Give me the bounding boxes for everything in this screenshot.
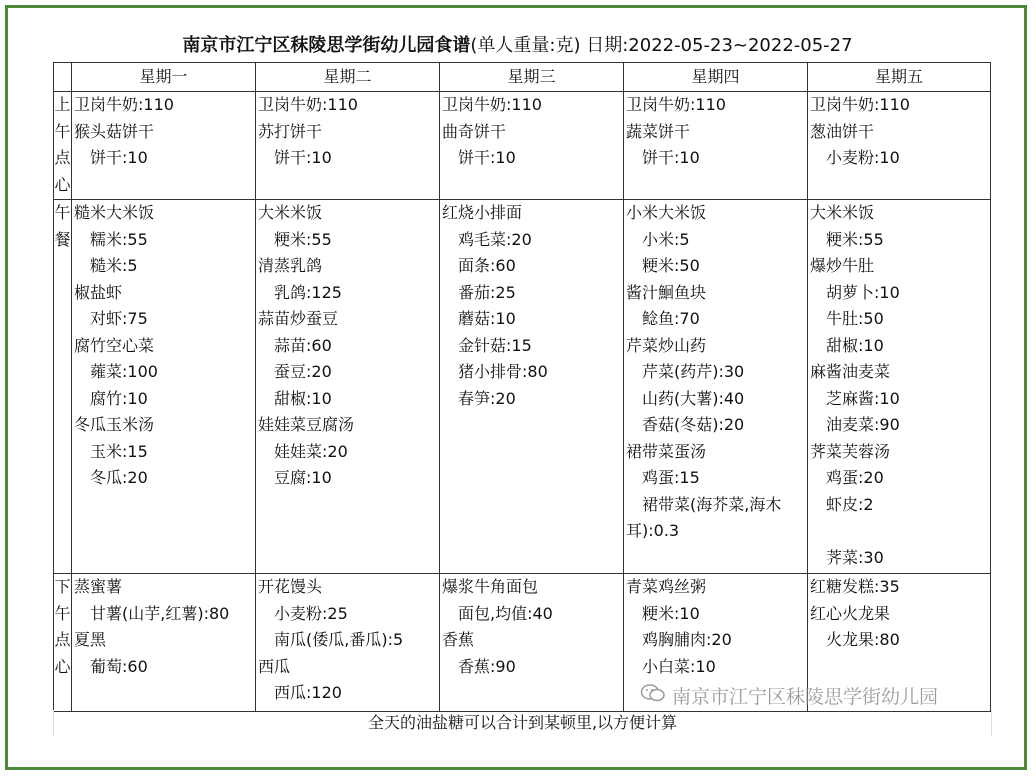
ingredient: 蚕豆:20 xyxy=(274,362,332,381)
menu-cell xyxy=(72,574,256,712)
menu-item: 开花馒头 xyxy=(258,577,323,596)
ingredient xyxy=(808,518,990,545)
ingredient: 对虾:75 xyxy=(90,309,148,328)
menu-item: 大米米饭 xyxy=(810,203,875,222)
menu-item: 酱汁鮰鱼块 xyxy=(626,282,707,302)
watermark-text: 南京市江宁区秣陵思学街幼儿园 xyxy=(672,686,939,708)
corner-cell xyxy=(54,63,72,92)
ingredient: 饼干:10 xyxy=(642,148,700,167)
ingredient: 春笋:20 xyxy=(458,388,516,408)
menu-item: 爆炒牛肚 xyxy=(810,256,875,275)
menu-item: 卫岗牛奶:110 xyxy=(74,95,174,114)
ingredient: 饼干:10 xyxy=(458,148,516,167)
ingredient: 小米:5 xyxy=(642,229,690,249)
menu-item: 西瓜 xyxy=(258,656,291,676)
ingredient-continued: 耳):0.3 xyxy=(626,521,680,540)
menu-item: 清蒸乳鸽 xyxy=(258,256,323,275)
ingredient: 葡萄:60 xyxy=(90,656,148,676)
ingredient: 金针菇:15 xyxy=(458,335,532,355)
ingredient: 粳米:10 xyxy=(642,603,700,623)
ingredient: 面包,均值:40 xyxy=(458,603,553,623)
ingredient: 荠菜:30 xyxy=(826,547,884,567)
ingredient: 粳米:55 xyxy=(274,229,332,249)
footer-note: 全天的油盐糖可以合计到某顿里,以方便计算 xyxy=(53,710,992,736)
menu-cell xyxy=(256,200,440,574)
ingredient: 甘薯(山芋,红薯):80 xyxy=(90,603,230,623)
ingredient: 小麦粉:10 xyxy=(826,148,900,167)
wechat-icon xyxy=(640,683,672,708)
ingredient: 鸡蛋:20 xyxy=(826,468,884,487)
menu-item: 猴头菇饼干 xyxy=(74,121,155,141)
menu-sheet xyxy=(45,30,995,742)
ingredient: 裙带菜(海芥菜,海木 xyxy=(642,494,782,514)
day-header: 星期一 xyxy=(72,63,256,92)
menu-cell xyxy=(808,200,991,574)
ingredient: 番茄:25 xyxy=(458,282,516,302)
ingredient: 鸡蛋:15 xyxy=(642,468,700,487)
ingredient: 芹菜(药芹):30 xyxy=(642,362,745,381)
menu-cell xyxy=(808,92,991,200)
ingredient: 鸡胸脯肉:20 xyxy=(642,630,732,649)
menu-item: 荠菜芙蓉汤 xyxy=(810,441,891,461)
ingredient: 山药(大薯):40 xyxy=(642,388,745,408)
ingredient: 糙米:5 xyxy=(90,256,138,275)
menu-item: 腐竹空心菜 xyxy=(74,335,155,355)
menu-item: 裙带菜蛋汤 xyxy=(626,441,707,461)
menu-item: 香蕉 xyxy=(442,630,475,649)
menu-item: 爆浆牛角面包 xyxy=(442,577,539,596)
menu-item: 蒜苗炒蚕豆 xyxy=(258,309,339,328)
menu-cell xyxy=(624,200,808,574)
page-title xyxy=(45,30,990,62)
ingredient: 甜椒:10 xyxy=(826,335,884,355)
ingredient: 粳米:55 xyxy=(826,229,884,249)
menu-item: 椒盐虾 xyxy=(74,282,123,302)
ingredient: 冬瓜:20 xyxy=(90,468,148,487)
watermark xyxy=(640,682,938,710)
menu-item: 大米米饭 xyxy=(258,203,323,222)
day-header: 星期四 xyxy=(624,63,808,92)
menu-item: 夏黑 xyxy=(74,630,107,649)
menu-cell xyxy=(440,92,624,200)
menu-item: 蔬菜饼干 xyxy=(626,121,691,141)
menu-item: 曲奇饼干 xyxy=(442,121,507,141)
menu-item: 娃娃菜豆腐汤 xyxy=(258,415,355,434)
menu-item: 糙米大米饭 xyxy=(74,203,155,222)
menu-item: 蒸蜜薯 xyxy=(74,577,123,596)
menu-item: 芹菜炒山药 xyxy=(626,335,707,355)
ingredient: 香蕉:90 xyxy=(458,656,516,676)
day-header: 星期二 xyxy=(256,63,440,92)
ingredient: 甜椒:10 xyxy=(274,388,332,408)
ingredient: 虾皮:2 xyxy=(826,494,874,514)
menu-cell xyxy=(72,92,256,200)
menu-cell xyxy=(256,92,440,200)
menu-cell xyxy=(256,574,440,712)
menu-cell xyxy=(624,92,808,200)
ingredient: 油麦菜:90 xyxy=(826,415,900,434)
ingredient: 糯米:55 xyxy=(90,229,148,249)
period-label-morning: 上 午 点 心 xyxy=(54,92,72,200)
lunch-row xyxy=(54,200,991,574)
title-main: 南京市江宁区秣陵思学街幼儿园食谱 xyxy=(182,35,471,56)
menu-cell xyxy=(440,200,624,574)
menu-item: 小米大米饭 xyxy=(626,203,707,222)
menu-cell xyxy=(440,574,624,712)
ingredient: 娃娃菜:20 xyxy=(274,441,348,461)
ingredient: 猪小排骨:80 xyxy=(458,362,548,381)
period-label-lunch: 午 餐 xyxy=(54,200,72,574)
ingredient: 香菇(冬菇):20 xyxy=(642,415,745,434)
menu-item: 青菜鸡丝粥 xyxy=(626,577,707,596)
ingredient: 芝麻酱:10 xyxy=(826,388,900,408)
day-header: 星期三 xyxy=(440,63,624,92)
ingredient: 乳鸽:125 xyxy=(274,282,342,302)
ingredient: 豆腐:10 xyxy=(274,468,332,487)
ingredient: 小白菜:10 xyxy=(642,656,716,676)
ingredient: 粳米:50 xyxy=(642,256,700,275)
menu-item: 卫岗牛奶:110 xyxy=(442,95,542,114)
ingredient: 面条:60 xyxy=(458,256,516,275)
ingredient: 南瓜(倭瓜,番瓜):5 xyxy=(274,630,404,649)
ingredient: 饼干:10 xyxy=(90,148,148,167)
menu-cell xyxy=(72,200,256,574)
ingredient: 西瓜:120 xyxy=(274,683,342,702)
ingredient: 牛肚:50 xyxy=(826,309,884,328)
ingredient: 蒜苗:60 xyxy=(274,335,332,355)
ingredient: 腐竹:10 xyxy=(90,388,148,408)
ingredient: 胡萝卜:10 xyxy=(826,282,900,302)
ingredient: 火龙果:80 xyxy=(826,630,900,649)
menu-item: 卫岗牛奶:110 xyxy=(810,95,910,114)
menu-item: 冬瓜玉米汤 xyxy=(74,415,155,434)
ingredient: 鲶鱼:70 xyxy=(642,309,700,328)
ingredient: 蕹菜:100 xyxy=(90,362,158,381)
menu-item: 苏打饼干 xyxy=(258,121,323,141)
ingredient: 蘑菇:10 xyxy=(458,309,516,328)
menu-item: 红糖发糕:35 xyxy=(810,577,900,596)
day-header: 星期五 xyxy=(808,63,991,92)
menu-item: 葱油饼干 xyxy=(810,121,875,141)
period-label-afternoon: 下 午 点 心 xyxy=(54,574,72,712)
ingredient: 玉米:15 xyxy=(90,441,148,461)
menu-table xyxy=(53,62,991,712)
menu-item: 红心火龙果 xyxy=(810,603,891,623)
menu-item: 卫岗牛奶:110 xyxy=(626,95,726,114)
ingredient: 小麦粉:25 xyxy=(274,603,348,623)
header-row xyxy=(54,63,991,92)
menu-item: 麻酱油麦菜 xyxy=(810,362,891,381)
menu-item: 卫岗牛奶:110 xyxy=(258,95,358,114)
ingredient: 鸡毛菜:20 xyxy=(458,229,532,249)
morning-snack-row xyxy=(54,92,991,200)
menu-item: 红烧小排面 xyxy=(442,203,523,222)
title-date: (单人重量:克) 日期:2022-05-23~2022-05-27 xyxy=(470,35,853,56)
ingredient: 饼干:10 xyxy=(274,148,332,167)
